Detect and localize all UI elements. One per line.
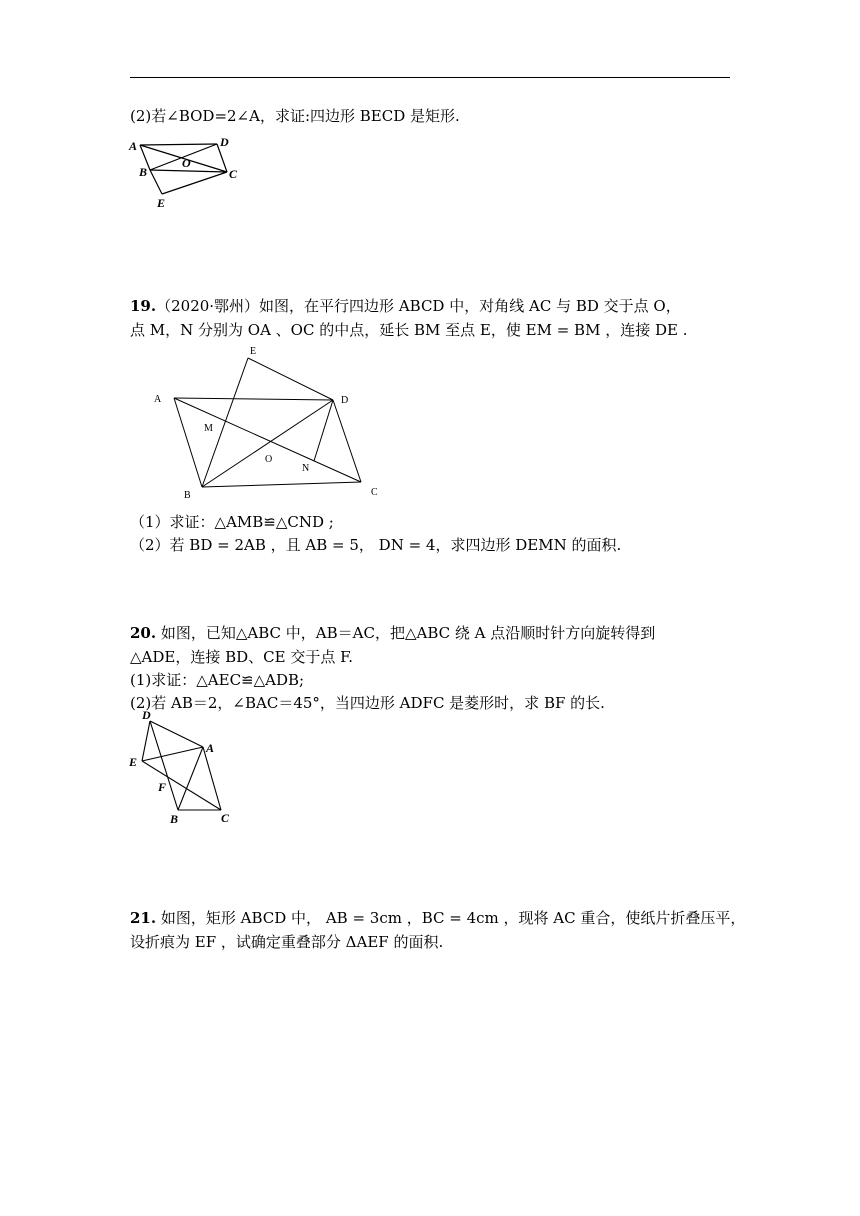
q18-label-a: A <box>129 139 138 153</box>
q19-label-c: C <box>371 487 378 498</box>
q21-text1: 如图，矩形 ABCD 中， AB = 3cm ，BC = 4cm ，现将 AC 重合，使纸片折叠压平， <box>156 909 746 927</box>
q20-line1 <box>130 623 655 643</box>
q19-label-n: N <box>302 463 310 474</box>
q19-text1: （2020·鄂州）如图，在平行四边形 ABCD 中，对角线 AC 与 BD 交于点 O， <box>156 297 681 315</box>
q18-label-d: D <box>220 135 229 149</box>
q19-line1 <box>130 296 681 316</box>
q18-label-e: E <box>157 196 166 210</box>
q20-text1: 如图，已知△ABC 中，AB＝AC，把△ABC 绕 A 点沿顺时针方向旋转得到 <box>156 624 656 642</box>
q20-line2: △ADE，连接 BD、CE 交于点 F. <box>130 648 353 666</box>
q20-label-a: A <box>206 741 215 755</box>
q18-label-o: O <box>182 156 191 170</box>
q19-part1: （1）求证：△AMB≌△CND ; <box>130 513 334 531</box>
q19-label-d: D <box>341 395 349 406</box>
q20-label-b: B <box>170 812 179 826</box>
q20-label-e: E <box>129 755 138 769</box>
q20-label-f: F <box>158 780 167 794</box>
q18-label-b: B <box>139 165 148 179</box>
q20-figure <box>125 706 245 826</box>
q19-number: 19. <box>130 297 157 315</box>
q19-label-b: B <box>184 490 191 501</box>
q19-label-m: M <box>204 423 213 434</box>
q20-part2: (2)若 AB＝2，∠BAC＝45°，当四边形 ADFC 是菱形时，求 BF 的长. <box>130 694 605 712</box>
q20-label-d: D <box>142 708 151 722</box>
q21-line1 <box>130 908 745 928</box>
q20-label-c: C <box>221 811 230 825</box>
q18-part2: (2)若∠BOD=2∠A，求证:四边形 BECD 是矩形. <box>130 107 460 125</box>
q19-label-e: E <box>250 346 257 357</box>
q19-label-o: O <box>265 454 273 465</box>
header-rule <box>130 77 730 78</box>
q20-number: 20. <box>130 624 157 642</box>
q19-label-a: A <box>154 394 162 405</box>
q21-line2: 设折痕为 EF ，试确定重叠部分 ΔAEF 的面积. <box>130 933 444 951</box>
q18-label-c: C <box>229 167 238 181</box>
q20-part1: (1)求证：△AEC≌△ADB; <box>130 671 305 689</box>
q18-figure <box>125 132 255 212</box>
q19-line2: 点 M，N 分别为 OA 、OC 的中点，延长 BM 至点 E，使 EM = BM ，连接 DE . <box>130 321 688 339</box>
q19-part2: （2）若 BD = 2AB ，且 AB = 5， DN = 4，求四边形 DEMN 的面积. <box>130 536 622 554</box>
q21-number: 21. <box>130 909 157 927</box>
q19-figure <box>150 342 390 502</box>
